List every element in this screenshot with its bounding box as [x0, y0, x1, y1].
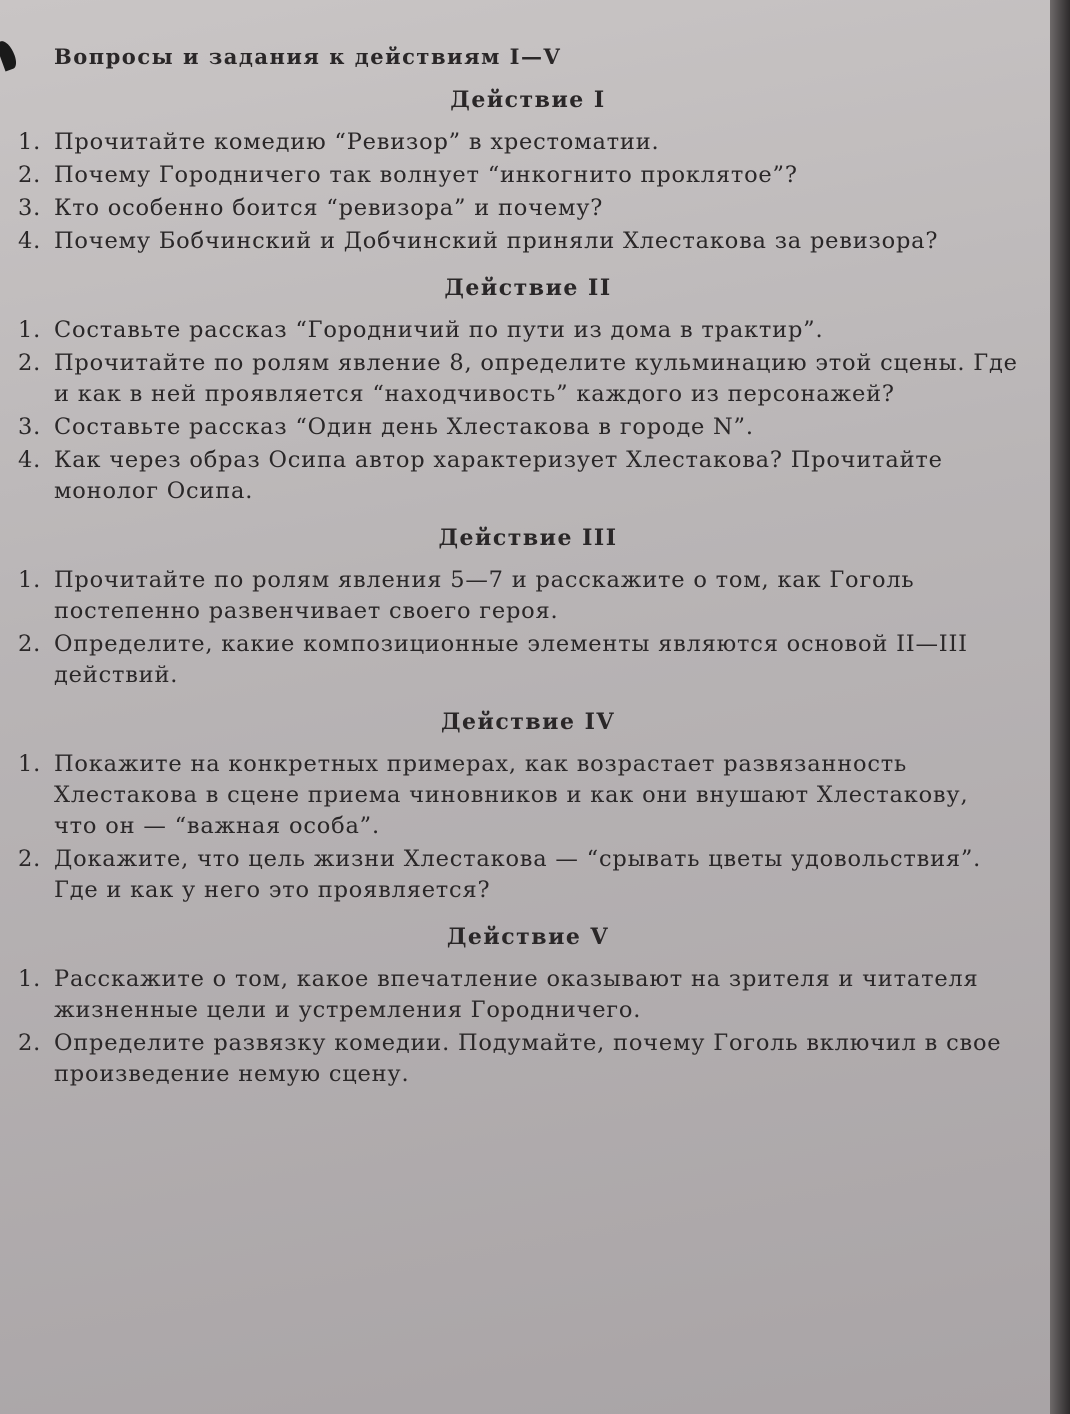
question-text: Почему Городничего так волнует “инкогнито проклятое”? — [54, 162, 798, 188]
page-content — [18, 44, 1018, 1092]
question-item — [18, 565, 1018, 627]
question-item — [18, 315, 1018, 346]
question-number: 1. — [18, 567, 42, 593]
question-number: 4. — [18, 228, 42, 254]
page-title: Вопросы и задания к действиям I—V — [54, 44, 562, 69]
question-text: Как через образ Осипа автор характеризует Хлестакова? Прочитайте монолог Осипа. — [54, 447, 943, 504]
question-item — [18, 964, 1018, 1026]
question-item — [18, 412, 1018, 443]
question-item — [18, 445, 1018, 507]
section-title: Действие III — [438, 525, 618, 551]
question-list — [18, 749, 1018, 906]
question-list — [18, 964, 1018, 1090]
question-text: Кто особенно боится “ревизора” и почему? — [54, 195, 604, 221]
question-list — [18, 127, 1018, 257]
section-act-1 — [18, 87, 1018, 257]
question-text: Докажите, что цель жизни Хлестакова — “срывать цветы удовольствия”. Где и как у него это проявляется? — [54, 846, 982, 903]
question-list — [18, 565, 1018, 691]
sections-container — [18, 87, 1018, 1090]
question-item — [18, 193, 1018, 224]
question-number: 1. — [18, 317, 42, 343]
section-act-2 — [18, 275, 1018, 507]
question-number: 1. — [18, 129, 42, 155]
question-number: 4. — [18, 447, 42, 473]
page-corner-mark — [0, 39, 19, 72]
section-title: Действие II — [444, 275, 612, 301]
question-number: 1. — [18, 751, 42, 777]
question-number: 2. — [18, 1030, 42, 1056]
question-text: Покажите на конкретных примерах, как возрастает развязанность Хлестакова в сцене приема чиновников и как они внушают Хлестакову, что он — “важная особа”. — [54, 751, 969, 839]
question-number: 3. — [18, 414, 42, 440]
question-number: 1. — [18, 966, 42, 992]
question-number: 3. — [18, 195, 42, 221]
section-act-4 — [18, 709, 1018, 906]
section-act-5 — [18, 924, 1018, 1090]
question-text: Почему Бобчинский и Добчинский приняли Хлестакова за ревизора? — [54, 228, 939, 254]
question-number: 2. — [18, 631, 42, 657]
question-number: 2. — [18, 350, 42, 376]
question-item — [18, 629, 1018, 691]
question-text: Прочитайте по ролям явления 5—7 и расскажите о том, как Гоголь постепенно развенчивает своего героя. — [54, 567, 915, 624]
section-title: Действие V — [446, 924, 610, 950]
page-edge-shadow — [1050, 0, 1070, 1414]
question-text: Прочитайте комедию “Ревизор” в хрестоматии. — [54, 129, 660, 155]
question-text: Определите развязку комедии. Подумайте, почему Гоголь включил в свое произведение немую сцену. — [54, 1030, 1002, 1087]
question-item — [18, 226, 1018, 257]
question-number: 2. — [18, 162, 42, 188]
section-title: Действие I — [450, 87, 606, 113]
question-item — [18, 1028, 1018, 1090]
question-item — [18, 844, 1018, 906]
question-item — [18, 348, 1018, 410]
question-text: Определите, какие композиционные элементы являются основой II—III действий. — [54, 631, 968, 688]
question-text: Прочитайте по ролям явление 8, определите кульминацию этой сцены. Где и как в ней проявляется “находчивость” каждого из персонажей? — [54, 350, 1018, 407]
question-text: Расскажите о том, какое впечатление оказывают на зрителя и читателя жизненные цели и устремления Городничего. — [54, 966, 979, 1023]
question-item — [18, 127, 1018, 158]
question-text: Составьте рассказ “Один день Хлестакова в городе N”. — [54, 414, 754, 440]
section-title: Действие IV — [440, 709, 616, 735]
section-act-3 — [18, 525, 1018, 691]
question-item — [18, 160, 1018, 191]
question-list — [18, 315, 1018, 507]
question-number: 2. — [18, 846, 42, 872]
question-item — [18, 749, 1018, 842]
question-text: Составьте рассказ “Городничий по пути из дома в трактир”. — [54, 317, 824, 343]
